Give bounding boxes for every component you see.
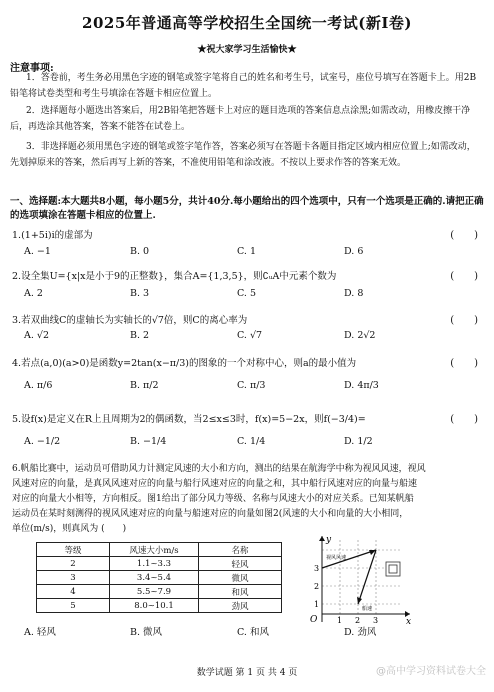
question-6-option-d: D. 劲风: [344, 627, 377, 638]
x-tick-label: 1: [337, 616, 343, 624]
question-3-option-c: C. √7: [237, 330, 263, 341]
exam-subtitle: ★祝大家学习生活愉快★: [197, 45, 297, 55]
wind-table-cell: 1.1~3.3: [110, 557, 199, 571]
y-tick-label: 2: [314, 582, 320, 591]
wind-table-cell: 劲风: [199, 599, 282, 613]
question-1-answer-paren: ( ): [450, 230, 478, 241]
wind-table-cell: 8.0~10.1: [110, 599, 199, 613]
question-4-stem: 4.若点(a,0)(a>0)是函数y=2tan(x−π/3)的图象的一个对称中心，则a的最小值为: [12, 358, 357, 369]
wind-table-row: [37, 557, 282, 571]
wind-level-table: [36, 542, 282, 613]
page-footer: 数学试题 第 1 页 共 4 页: [196, 668, 298, 678]
watermark: @高中学习资料试卷大全: [376, 666, 486, 677]
question-6-option-c: C. 和风: [237, 627, 269, 638]
question-2-stem: 2.设全集U={x|x是小于9的正整数}，集合A={1,3,5}，则∁ᵤA中元素个数为: [12, 271, 337, 282]
wind-table-cell: 和风: [199, 585, 282, 599]
question-4-option-c: C. π/3: [237, 380, 266, 391]
note-2: 2．选择题每小题选出答案后，用2B铅笔把答题卡上对应的题目选项的答案信息点涂黑;如需改动，用橡皮擦干净后，再选涂其他答案，答案不能答在试卷上。: [10, 106, 471, 132]
question-4-option-d: D. 4π/3: [344, 380, 379, 391]
question-1-option-b: B. 0: [130, 246, 150, 257]
wind-table-row: [37, 571, 282, 585]
question-3-option-d: D. 2√2: [344, 330, 376, 341]
question-5-option-d: D. 1/2: [344, 436, 373, 447]
wind-table-row: [37, 599, 282, 613]
question-4-option-b: B. π/2: [130, 380, 159, 391]
image-icon: [386, 562, 400, 576]
figure-grid: [322, 540, 402, 614]
wind-table-header-cell: 风速大小m/s: [110, 543, 199, 557]
wind-table-header-cell: 等级: [37, 543, 110, 557]
note-1: 1．答卷前，考生务必用黑色字迹的钢笔或签字笔将自己的姓名和考生号，试室号，座位号填写在答题卡上。用2B铅笔将试卷类型和考生号填涂在答题卡相应位置上。: [10, 73, 477, 99]
question-3-option-a: A. √2: [24, 330, 49, 341]
question-3-option-b: B. 2: [130, 330, 150, 341]
section-1-instructions: 一、选择题:本大题共8小题，每小题5分，共计40分.每小题给出的四个选项中，只有一个选项是正确的.请把正确的选项填涂在答题卡相应的位置上.: [10, 196, 484, 221]
question-5-option-a: A. −1/2: [24, 436, 61, 447]
question-3-stem: 3.若双曲线C的虚轴长为实轴长的√7倍，则C的离心率为: [12, 315, 248, 326]
question-2-option-b: B. 3: [130, 288, 150, 299]
question-6-line-5: 单位(m/s)，则真风为 ( ): [12, 524, 127, 534]
question-5-option-b: B. −1/4: [130, 436, 167, 447]
question-2-option-d: D. 8: [344, 288, 364, 299]
notes-heading: 注意事项:: [10, 63, 54, 74]
wind-table-header-row: [37, 543, 282, 557]
vector-figure: [306, 534, 416, 624]
question-6-line-4: 运动员在某时刻测得的视风风速对应的向量与船速对应的向量如图2(风速的大小和向量的大小相同，: [12, 509, 409, 519]
question-2-option-c: C. 5: [237, 288, 257, 299]
question-1-stem: 1.(1+5i)i的虚部为: [12, 230, 93, 241]
y-axis-arrow-icon: [319, 536, 325, 541]
boat-speed-label: 船速: [362, 606, 373, 612]
question-3-answer-paren: ( ): [450, 315, 478, 326]
question-2-answer-paren: ( ): [450, 271, 478, 282]
question-1-option-c: C. 1: [237, 246, 257, 257]
wind-table-cell: 3.4~5.4: [110, 571, 199, 585]
question-1-option-d: D. 6: [344, 246, 364, 257]
question-6-line-1: 6.帆船比赛中，运动员可借助风力计测定风速的大小和方向，测出的结果在航海学中称为视风风速，视风: [12, 464, 426, 474]
wind-table-cell: 4: [37, 585, 110, 599]
question-6-line-2: 风速对应的向量，是真风风速对应的向量与船行风速对应的向量之和，其中船行风速对应的向量与船速: [12, 479, 418, 489]
origin-label: O: [310, 615, 318, 624]
y-axis-label: y: [326, 535, 332, 545]
question-5-option-c: C. 1/4: [237, 436, 266, 447]
x-axis-label: x: [406, 617, 412, 624]
x-tick-label: 3: [373, 616, 379, 624]
note-3: 3．非选择题必须用黑色字迹的钢笔或签字笔作答，答案必须写在答题卡各题目指定区域内相应位置上;如需改动，先划掉原来的答案，然后再写上新的答案，不准使用铅笔和涂改液。不按以上要求作答的答案无效。: [10, 142, 476, 168]
y-tick-label: 3: [314, 564, 320, 573]
question-4-option-a: A. π/6: [24, 380, 53, 391]
wind-table-cell: 5.5~7.9: [110, 585, 199, 599]
question-6-line-3: 对应的向量大小相等，方向相反。图1给出了部分风力等级、名称与风速大小的对应关系。已知某帆船: [12, 494, 414, 504]
question-6-option-b: B. 微风: [130, 627, 163, 638]
x-tick-label: 2: [355, 616, 361, 624]
question-5-stem: 5.设f(x)是定义在R上且周期为2的偶函数，当2≤x≤3时，f(x)=5−2x，则f(−3/4)=: [12, 414, 366, 425]
exam-title: 2025年普通高等学校招生全国统一考试(新Ⅰ卷): [82, 14, 412, 32]
question-2-option-a: A. 2: [24, 288, 43, 299]
question-4-answer-paren: ( ): [450, 358, 478, 369]
wind-table-cell: 微风: [199, 571, 282, 585]
question-5-answer-paren: ( ): [450, 414, 478, 425]
wind-table-cell: 5: [37, 599, 110, 613]
wind-table-cell: 轻风: [199, 557, 282, 571]
apparent-wind-label: 视风风速: [326, 555, 347, 561]
y-tick-label: 1: [314, 600, 320, 609]
question-1-option-a: A. −1: [24, 246, 51, 257]
question-6-option-a: A. 轻风: [24, 627, 56, 638]
wind-table-header-cell: 名称: [199, 543, 282, 557]
boat-speed-vector: [358, 550, 376, 604]
wind-table-cell: 2: [37, 557, 110, 571]
wind-table-row: [37, 585, 282, 599]
wind-table-cell: 3: [37, 571, 110, 585]
